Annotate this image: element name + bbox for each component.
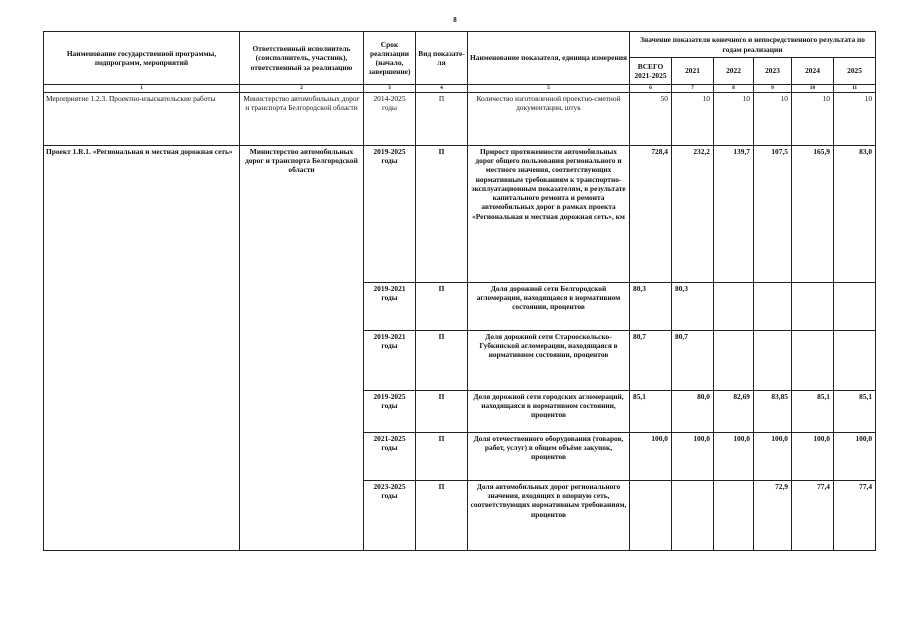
- value-2022-cell: 10: [714, 92, 754, 145]
- value-2025-cell: 85,1: [834, 390, 876, 432]
- period-cell: 2019-2025 годы: [364, 390, 416, 432]
- col-number: 7: [672, 85, 714, 93]
- table-row: [44, 145, 876, 282]
- value-2022-cell: [714, 480, 754, 550]
- period-cell: 2019-2025 годы: [364, 145, 416, 282]
- total-cell: 50: [630, 92, 672, 145]
- value-2023-cell: 72,9: [754, 480, 792, 550]
- page-number: 8: [453, 16, 457, 24]
- total-cell: 80,7: [630, 330, 672, 390]
- col-number: 3: [364, 85, 416, 93]
- type-cell: П: [416, 480, 468, 550]
- value-2022-cell: 82,69: [714, 390, 754, 432]
- header-program: Наименование государственной программы, подпрограмм, мероприятий: [44, 32, 240, 85]
- value-2021-cell: 10: [672, 92, 714, 145]
- header-type: Вид показате-ля: [416, 32, 468, 85]
- indicator-cell: Количество изготовленной проектно-сметной документации, штук: [468, 92, 630, 145]
- header-values-group: Значение показателя конечного и непосредственного результата по годам реализации: [630, 32, 876, 58]
- value-2021-cell: 80,0: [672, 390, 714, 432]
- value-2021-cell: 100,0: [672, 432, 714, 480]
- value-2021-cell: 80,3: [672, 282, 714, 330]
- value-2023-cell: 83,85: [754, 390, 792, 432]
- col-number: 4: [416, 85, 468, 93]
- value-2022-cell: [714, 330, 754, 390]
- value-2022-cell: 100,0: [714, 432, 754, 480]
- value-2021-cell: 80,7: [672, 330, 714, 390]
- value-2023-cell: 100,0: [754, 432, 792, 480]
- value-2024-cell: 165,9: [792, 145, 834, 282]
- header-executor: Ответственный исполнитель (соисполнитель, участник), ответственный за реализацию: [240, 32, 364, 85]
- header-period: Срок реализации (начало, завершение): [364, 32, 416, 85]
- period-cell: 2021-2025 годы: [364, 432, 416, 480]
- period-cell: 2023-2025 годы: [364, 480, 416, 550]
- header-2025: 2025: [834, 58, 876, 85]
- value-2024-cell: 77,4: [792, 480, 834, 550]
- type-cell: П: [416, 390, 468, 432]
- col-number: 2: [240, 85, 364, 93]
- total-cell: 80,3: [630, 282, 672, 330]
- value-2024-cell: [792, 282, 834, 330]
- value-2023-cell: [754, 282, 792, 330]
- type-cell: П: [416, 145, 468, 282]
- total-cell: 85,1: [630, 390, 672, 432]
- indicator-cell: Доля отечественного оборудования (товаров, работ, услуг) в общем объёме закупок, процентов: [468, 432, 630, 480]
- indicator-cell: Доля дорожной сети Старооскольско-Губкинской агломерации, находящаяся в нормативном состоянии, процентов: [468, 330, 630, 390]
- indicator-cell: Доля автомобильных дорог регионального значения, входящих в опорную сеть, соответствующих нормативным требованиям, процентов: [468, 480, 630, 550]
- col-number: 9: [754, 85, 792, 93]
- col-number: 10: [792, 85, 834, 93]
- project-program-cell: Проект 1.R.1. «Региональная и местная дорожная сеть»: [44, 145, 240, 550]
- header-2022: 2022: [714, 58, 754, 85]
- total-cell: 100,0: [630, 432, 672, 480]
- value-2021-cell: [672, 480, 714, 550]
- value-2023-cell: [754, 330, 792, 390]
- type-cell: П: [416, 282, 468, 330]
- header-row: [44, 32, 876, 58]
- value-2024-cell: [792, 330, 834, 390]
- period-cell: 2019-2021 годы: [364, 282, 416, 330]
- indicators-table: [43, 31, 876, 551]
- value-2021-cell: 232,2: [672, 145, 714, 282]
- period-cell: 2014-2025 годы: [364, 92, 416, 145]
- total-cell: 728,4: [630, 145, 672, 282]
- value-2023-cell: 10: [754, 92, 792, 145]
- header-2023: 2023: [754, 58, 792, 85]
- value-2025-cell: 10: [834, 92, 876, 145]
- col-number: 1: [44, 85, 240, 93]
- column-numbers-row: [44, 85, 876, 93]
- value-2025-cell: 77,4: [834, 480, 876, 550]
- executor-cell: Министерство автомобильных дорог и транспорта Белгородской области: [240, 92, 364, 145]
- type-cell: П: [416, 92, 468, 145]
- type-cell: П: [416, 432, 468, 480]
- value-2025-cell: [834, 330, 876, 390]
- indicator-cell: Доля дорожной сети Белгородской агломерации, находящаяся в нормативном состоянии, процентов: [468, 282, 630, 330]
- period-cell: 2019-2021 годы: [364, 330, 416, 390]
- value-2023-cell: 107,5: [754, 145, 792, 282]
- total-cell: [630, 480, 672, 550]
- value-2024-cell: 100,0: [792, 432, 834, 480]
- header-indicator: Наименование показателя, единица измерения: [468, 32, 630, 85]
- header-2024: 2024: [792, 58, 834, 85]
- value-2022-cell: 139,7: [714, 145, 754, 282]
- col-number: 8: [714, 85, 754, 93]
- indicator-cell: Прирост протяженности автомобильных дорог общего пользования регионального и местного значения, соответствующих нормативным требованиям к транспортно-эксплуатационным показателям, в результате капитального ремонта и ремонта автомобильных дорог в рамках проекта «Региональная и местная дорожная сеть», км: [468, 145, 630, 282]
- col-number: 11: [834, 85, 876, 93]
- value-2025-cell: [834, 282, 876, 330]
- value-2025-cell: 100,0: [834, 432, 876, 480]
- value-2024-cell: 10: [792, 92, 834, 145]
- col-number: 5: [468, 85, 630, 93]
- project-executor-cell: Министерство автомобильных дорог и транспорта Белгородской области: [240, 145, 364, 550]
- value-2024-cell: 85,1: [792, 390, 834, 432]
- indicator-cell: Доля дорожной сети городских агломераций, находящаяся в нормативном состоянии, процентов: [468, 390, 630, 432]
- type-cell: П: [416, 330, 468, 390]
- program-cell: Мероприятие 1.2.3. Проектно-изыскательские работы: [44, 92, 240, 145]
- header-total: ВСЕГО 2021-2025: [630, 58, 672, 85]
- col-number: 6: [630, 85, 672, 93]
- table-row: [44, 92, 876, 145]
- value-2025-cell: 83,0: [834, 145, 876, 282]
- header-2021: 2021: [672, 58, 714, 85]
- value-2022-cell: [714, 282, 754, 330]
